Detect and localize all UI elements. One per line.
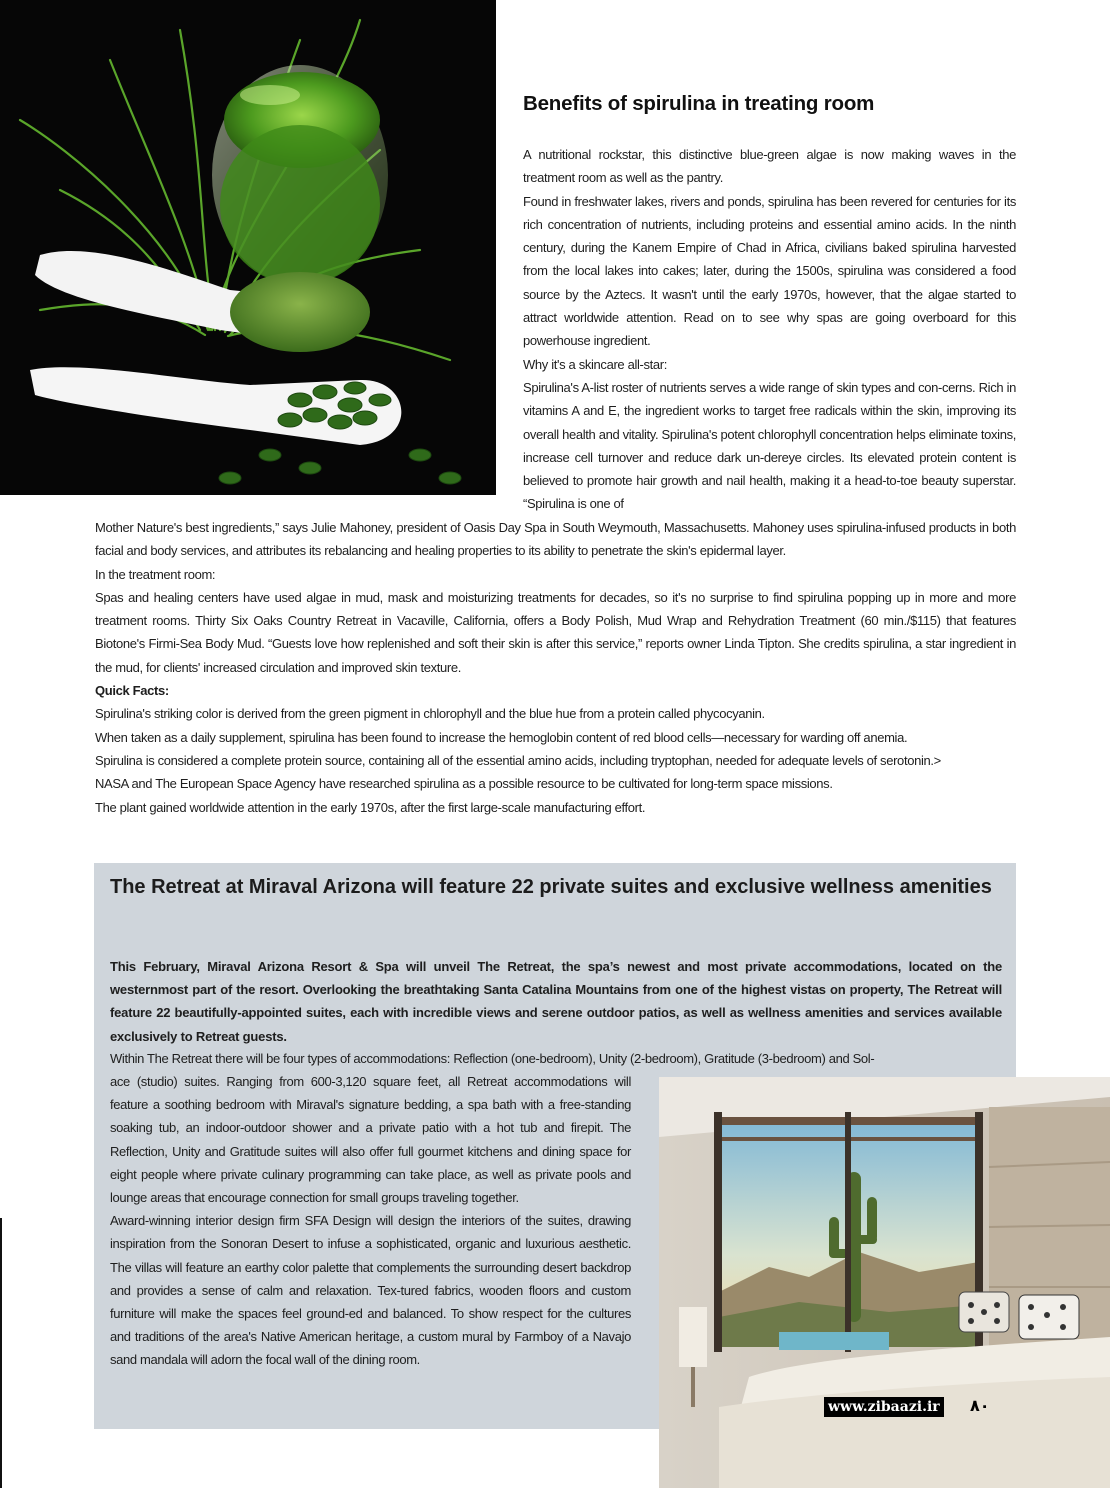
- retreat-title: The Retreat at Miraval Arizona will feature 22 private suites and exclusive wellness amenities: [110, 876, 992, 898]
- paragraph: Spirulina's A-list roster of nutrients serves a wide range of skin types and con-cerns. Rich in vitamins A and E, the ingredient works to target free radicals within the skin, improving its overall health and vitality. Spirulina's potent chlorophyll concentration helps eliminate toxins, increase cell turnover and reduce dark un-dereye circles. Its elevated protein content is believed to promote hair growth and nail health, making it a head-to-toe beauty superstar. “Spirulina is one of: [523, 379, 1016, 512]
- quick-facts-label: Quick Facts:: [95, 683, 169, 699]
- retreat-narrow-column: [110, 1070, 631, 1372]
- paragraph: Spas and healing centers have used algae in mud, mask and moisturizing treatments for decades, so it's no surprise to find spirulina popping up in more and more treatment rooms. Thirty Six Oaks Country Retreat in Vacaville, California, offers a Body Polish, Mud Wrap and Rehydration Treatment (60 min./$115) that features Biotone's Firmi-Sea Body Mud. “Guests love how replenished and soft their skin is after this service,” reports owner Linda Tipton. She credits spirulina, a star ingredient in the mud, for clients' increased circulation and improved skin texture.: [95, 589, 1016, 675]
- margin-rule: [0, 1218, 2, 1488]
- paragraph: A nutritional rockstar, this distinctive blue-green algae is now making waves in the treatment room as well as the pantry.: [523, 147, 1016, 186]
- retreat-lead: This February, Miraval Arizona Resort & Spa will unveil The Retreat, the spa’s newest and most private accommodations, located on the westernmost part of the resort. Overlooking the breathtaking Santa Catalina Mountains from one of the highest vistas on property, The Retreat will feature 22 beautifully-appointed suites, each with incredible views and serene outdoor patios, as well as wellness amenities and services available exclusively to Retreat guests.: [110, 959, 1002, 1044]
- article-right-column: [523, 143, 1016, 516]
- page-number: ٨٠: [970, 1396, 990, 1415]
- article-title: Benefits of spirulina in treating room: [523, 92, 875, 115]
- paragraph: Mother Nature's best ingredients,” says Julie Mahoney, president of Oasis Day Spa in South Weymouth, Massachusetts. Mahoney uses spirulina-infused products in both facial and body services, and attributes its rebalancing and healing properties to its ability to penetrate the skin's epidermal layer.: [95, 520, 1016, 559]
- paragraph: Found in freshwater lakes, rivers and ponds, spirulina has been revered for centuries for its rich concentration of nutrients, including proteins and essential amino acids. In the ninth century, during the Kanem Empire of Chad in Africa, civilians baked spirulina harvested from the local lakes into cakes; later, during the 1500s, spirulina was considered a food source by the Aztecs. It wasn't until the early 1970s, however, that the algae started to attract worldwide attention. Read on to see why spas are going overboard for this powerhouse ingredient.: [523, 193, 1016, 349]
- site-url: www.zibaazi.ir: [824, 1397, 944, 1417]
- paragraph: Award-winning interior design firm SFA Design will design the interiors of the suites, drawing inspiration from the Sonoran Desert to infuse a sophisticated, organic and luxurious aesthetic. The villas will feature an earthy color palette that complements the surrounding desert backdrop and provides a sense of calm and relaxation. Tex-tured fabrics, wooden floors and custom furniture will make the spaces feel ground-ed and balanced. To show respect for the cultures and traditions of the area's Native American heritage, a custom mural by Farmboy of a Navajo sand mandala will adorn the focal wall of the dining room.: [110, 1213, 631, 1368]
- bedroom-photo: [659, 1077, 1110, 1488]
- subheading: Why it's a skincare all-star:: [523, 356, 668, 372]
- quick-fact: When taken as a daily supplement, spirulina has been found to increase the hemoglobin content of red blood cells—necessary for warding off anemia.: [95, 729, 908, 745]
- subheading: In the treatment room:: [95, 566, 216, 582]
- paragraph: Within The Retreat there will be four types of accommodations: Reflection (one-bedroom), Unity (2-bedroom), Gratitude (3-bedroom) and Sol-: [110, 1051, 875, 1066]
- article-full-column: [95, 516, 1016, 819]
- paragraph: ace (studio) suites. Ranging from 600-3,120 square feet, all Retreat accommodations will feature a soothing bedroom with Miraval's signature bedding, a spa bath with a free-standing soaking tub, an indoor-outdoor shower and a private patio with a hot tub and firepit. The Reflection, Unity and Gratitude suites will also offer full gourmet kitchens and dining space for eight people where private culinary programming can take place, as well as private pools and lounge areas that encourage connection for small groups traveling together.: [110, 1074, 631, 1206]
- spirulina-photo: [0, 0, 496, 495]
- quick-fact: Spirulina is considered a complete protein source, containing all of the essential amino acids, including tryptophan, needed for adequate levels of serotonin.>: [95, 752, 941, 768]
- quick-fact: The plant gained worldwide attention in the early 1970s, after the first large-scale manufacturing effort.: [95, 799, 646, 815]
- quick-fact: Spirulina's striking color is derived from the green pigment in chlorophyll and the blue hue from a protein called phycocyanin.: [95, 706, 765, 722]
- retreat-wide-line: [110, 1047, 1002, 1070]
- quick-fact: NASA and The European Space Agency have researched spirulina as a possible resource to be cultivated for long-term space missions.: [95, 776, 833, 792]
